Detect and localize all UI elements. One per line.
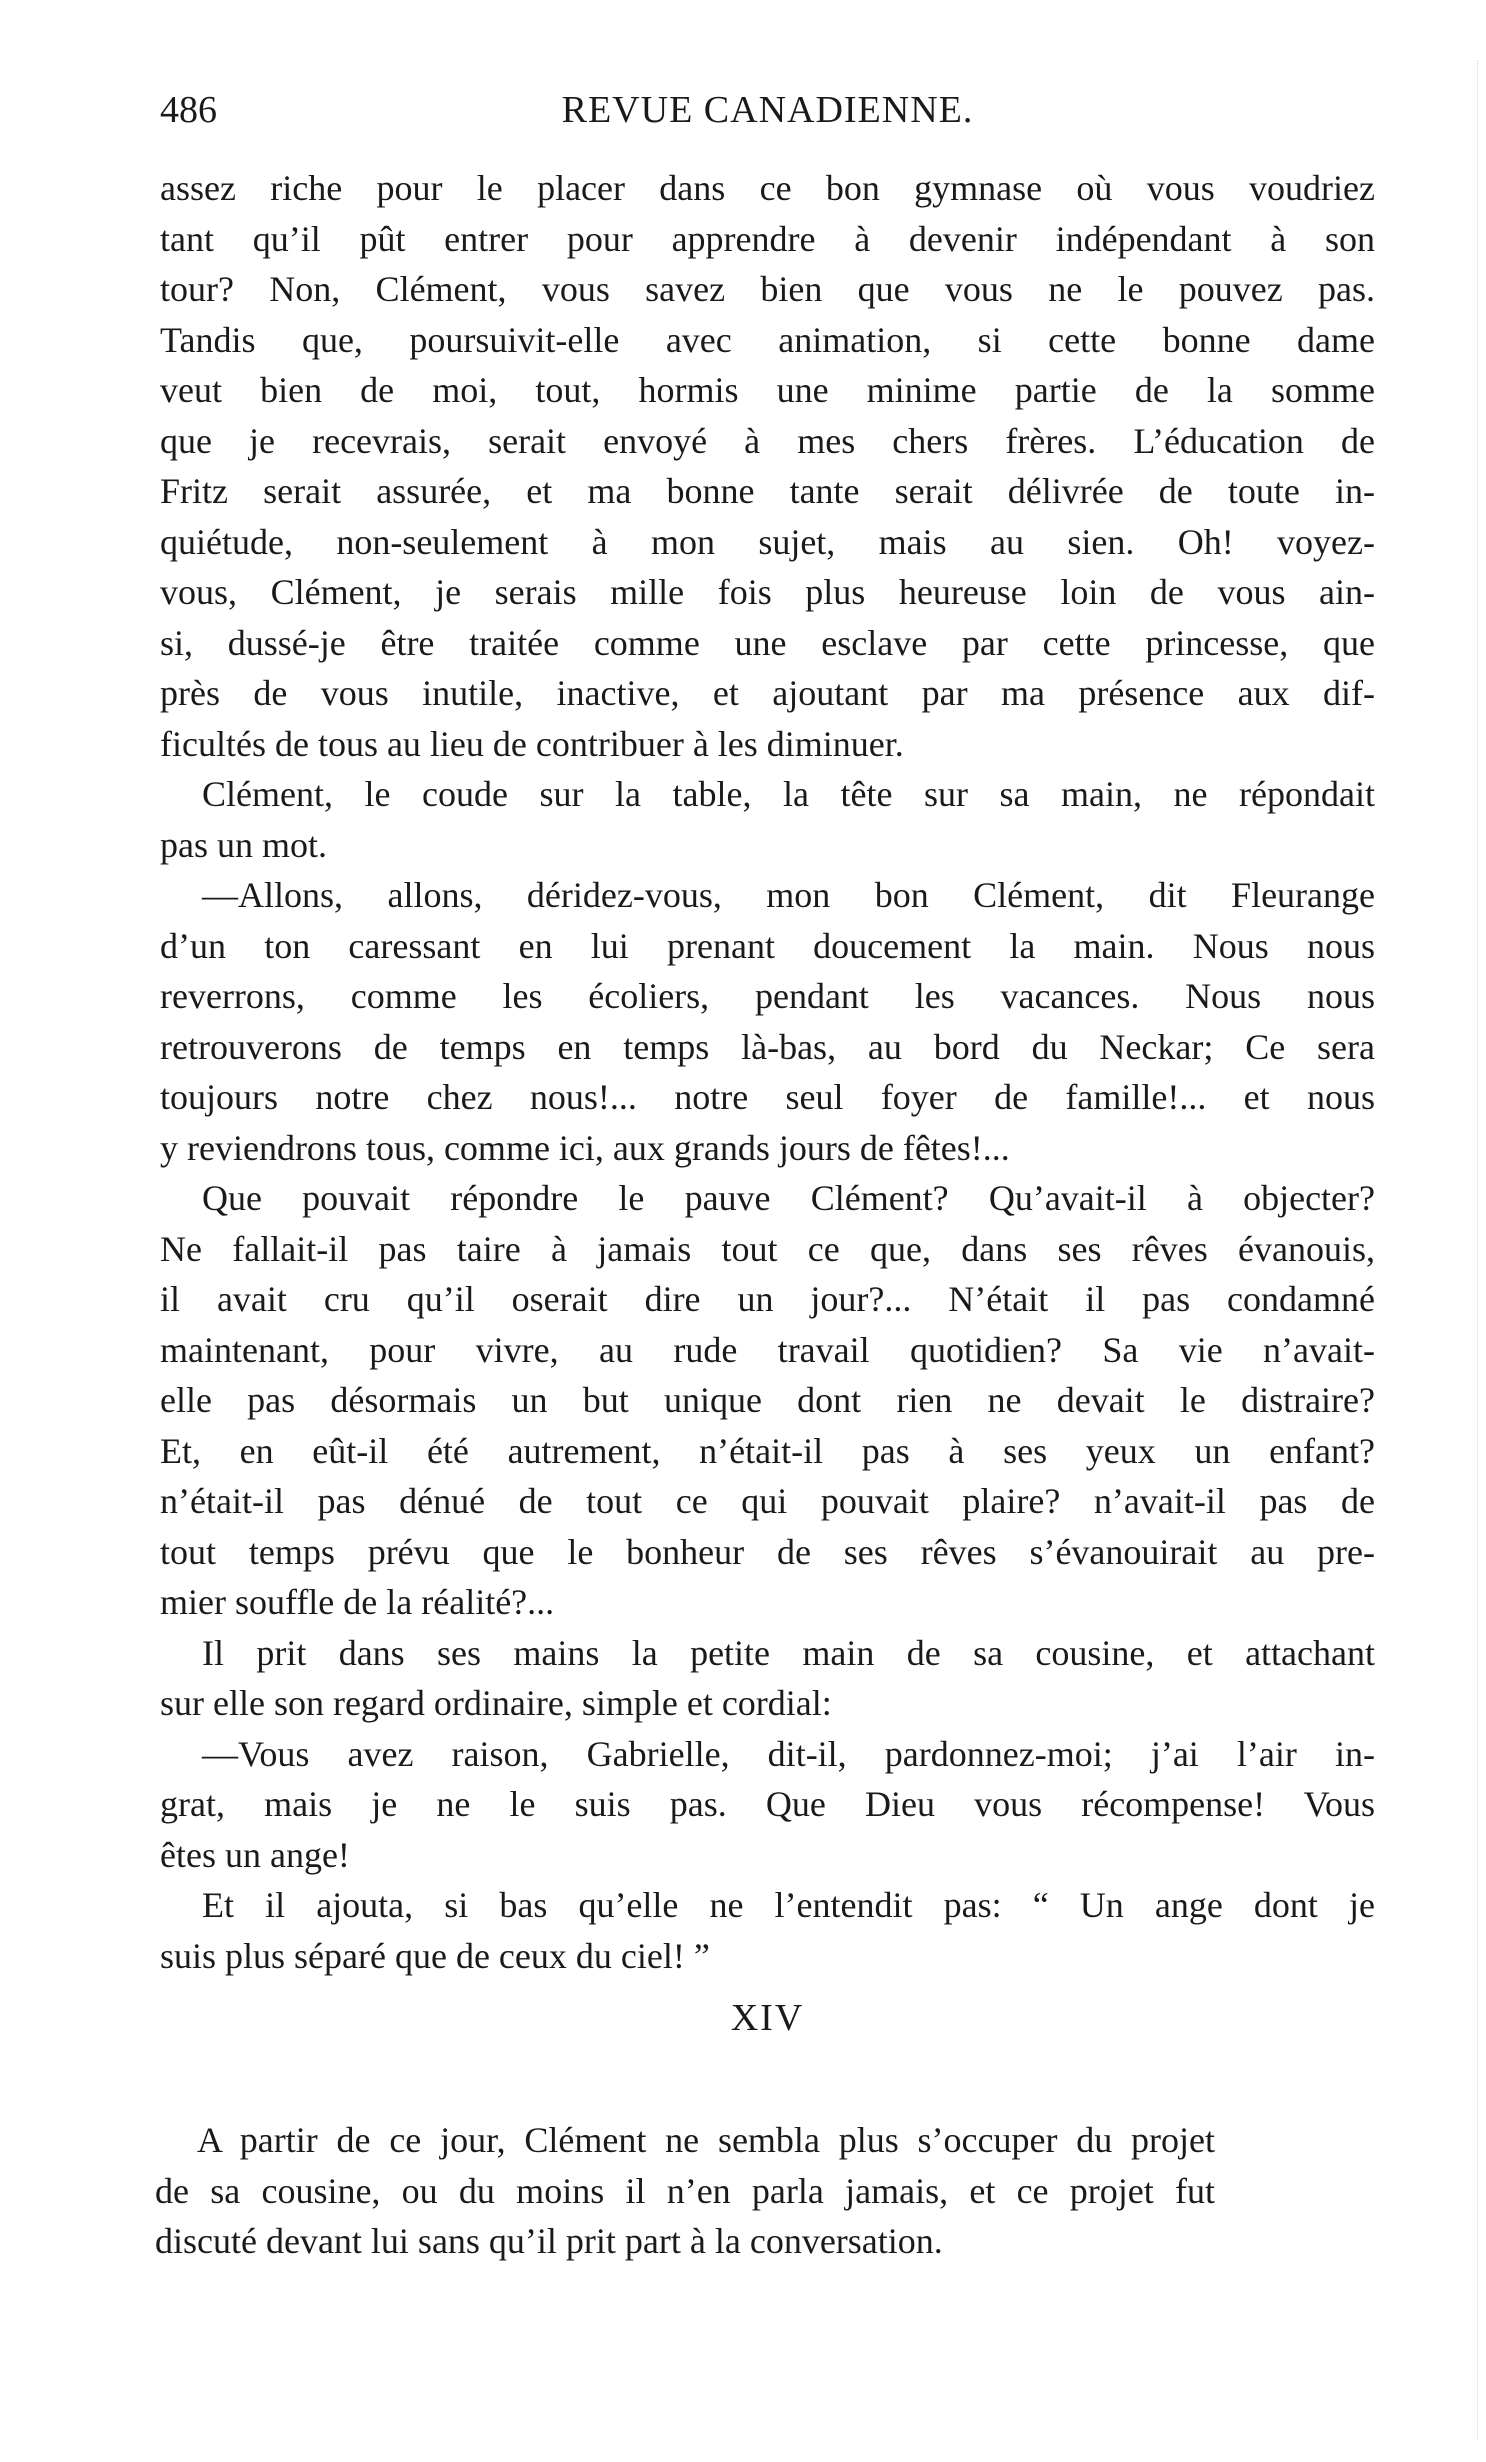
text-line: discuté devant lui sans qu’il prit part à la conversation. [155,2221,943,2261]
paragraph-start: Et il ajouta, si bas qu’elle ne l’entendit pas: “ Un ange dont je [202,1885,1375,1925]
running-title: REVUE CANADIENNE. [561,89,974,131]
text-line: d’un ton caressant en lui prenant doucement la main. Nous nous [160,925,1375,966]
text-line: sur elle son regard ordinaire, simple et cordial: [160,1683,832,1723]
text-line: Fritz serait assurée, et ma bonne tante serait délivrée de toute in- [160,471,1375,511]
text-line: de sa cousine, ou du moins il n’en parla jamais, et ce projet fut [155,2170,1215,2211]
text-line: il avait cru qu’il oserait dire un jour?... N’était il pas condamné [160,1279,1375,1319]
paragraph-start: —Allons, allons, déridez-vous, mon bon Clément, dit Fleurange [202,875,1375,915]
text-line: reverrons, comme les écoliers, pendant les vacances. Nous nous [160,976,1375,1016]
text-line: près de vous inutile, inactive, et ajoutant par ma présence aux dif- [160,673,1375,713]
text-line: maintenant, pour vivre, au rude travail quotidien? Sa vie n’avait- [160,1329,1375,1370]
text-line: êtes un ange! [160,1834,350,1875]
text-line: tout temps prévu que le bonheur de ses rêves s’évanouirait au pre- [160,1531,1375,1572]
text-line: grat, mais je ne le suis pas. Que Dieu vous récompense! Vous [160,1784,1375,1824]
text-line: Et, en eût-il été autrement, n’était-il pas à ses yeux un enfant? [160,1430,1375,1471]
paragraph-start: Il prit dans ses mains la petite main de sa cousine, et attachant [202,1632,1375,1673]
text-line: vous, Clément, je serais mille fois plus heureuse loin de vous ain- [160,572,1375,612]
text-line: que je recevrais, serait envoyé à mes chers frères. L’éducation de [160,420,1375,461]
text-line: Tandis que, poursuivit-elle avec animation, si cette bonne dame [160,319,1375,360]
text-line: veut bien de moi, tout, hormis une minime partie de la somme [160,370,1375,410]
text-line: tour? Non, Clément, vous savez bien que vous ne le pouvez pas. [160,269,1375,309]
text-line: suis plus séparé que de ceux du ciel! ” [160,1935,710,1976]
text-line: pas un mot. [160,824,327,865]
chapter-opening [155,2115,1215,2267]
paragraph-start: Que pouvait répondre le pauve Clément? Qu’avait-il à objecter? [202,1178,1375,1218]
text-line: mier souffle de la réalité?... [160,1582,555,1622]
paragraph-start: Clément, le coude sur la table, la tête sur sa main, ne répondait [202,774,1375,814]
text-line: Ne fallait-il pas taire à jamais tout ce que, dans ses rêves évanouis, [160,1228,1375,1269]
text-line: toujours notre chez nous!... notre seul foyer de famille!... et nous [160,1077,1375,1117]
text-line: ficultés de tous au lieu de contribuer à les diminuer. [160,723,904,764]
text-line: retrouverons de temps en temps là-bas, au bord du Neckar; Ce sera [160,1026,1375,1067]
paragraph-start: A partir de ce jour, Clément ne sembla plus s’occuper du projet [197,2120,1215,2160]
chapter-heading: XIV [730,1997,805,2039]
text-line: si, dussé-je être traitée comme une esclave par cette princesse, que [160,622,1375,663]
paragraph-start: —Vous avez raison, Gabrielle, dit-il, pardonnez-moi; j’ai l’air in- [202,1733,1375,1774]
text-line: y reviendrons tous, comme ici, aux grands jours de fêtes!... [160,1127,1010,1168]
text-line: tant qu’il pût entrer pour apprendre à devenir indépendant à son [160,218,1375,259]
text-line: n’était-il pas dénué de tout ce qui pouvait plaire? n’avait-il pas de [160,1481,1375,1521]
page-header [160,80,1375,140]
text-line: quiétude, non-seulement à mon sujet, mais au sien. Oh! voyez- [160,521,1375,562]
page-edge [1457,60,1478,2440]
body-text [160,163,1375,1981]
text-line: elle pas désormais un but unique dont rien ne devait le distraire? [160,1380,1375,1420]
text-line: assez riche pour le placer dans ce bon gymnase où vous voudriez [160,168,1375,208]
page-number: 486 [160,89,217,131]
